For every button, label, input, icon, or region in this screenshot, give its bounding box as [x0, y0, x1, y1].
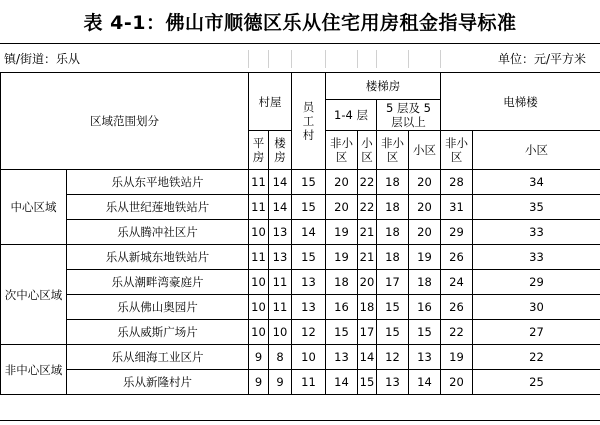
- sheet-gridline: [357, 50, 358, 68]
- area-name-cell: 乐从细海工业区片: [67, 345, 249, 370]
- value-cell: 10: [292, 345, 326, 370]
- value-cell: 15: [292, 245, 326, 270]
- value-cell: 18: [377, 195, 409, 220]
- value-cell: 13: [377, 370, 409, 395]
- value-cell: 15: [377, 320, 409, 345]
- area-name-cell: 乐从新隆村片: [67, 370, 249, 395]
- title-divider: [0, 43, 600, 44]
- value-cell: 13: [326, 345, 358, 370]
- value-cell: 15: [377, 295, 409, 320]
- value-cell: 19: [441, 345, 473, 370]
- value-cell: 12: [292, 320, 326, 345]
- value-cell: 11: [292, 370, 326, 395]
- value-cell: 28: [441, 170, 473, 195]
- sheet-gridline: [376, 50, 377, 68]
- value-cell: 14: [358, 345, 377, 370]
- value-cell: 11: [249, 195, 269, 220]
- value-cell: 9: [249, 370, 269, 395]
- value-cell: 19: [326, 220, 358, 245]
- value-cell: 10: [249, 270, 269, 295]
- value-cell: 20: [409, 195, 441, 220]
- value-cell: 27: [473, 320, 600, 345]
- value-cell: 14: [409, 370, 441, 395]
- value-cell: 11: [249, 245, 269, 270]
- value-cell: 22: [441, 320, 473, 345]
- value-cell: 15: [409, 320, 441, 345]
- value-cell: 21: [358, 220, 377, 245]
- value-cell: 10: [249, 220, 269, 245]
- value-cell: 20: [358, 270, 377, 295]
- value-cell: 9: [249, 345, 269, 370]
- value-cell: 19: [409, 245, 441, 270]
- value-cell: 14: [269, 195, 292, 220]
- value-cell: 22: [358, 170, 377, 195]
- table-row: [1, 170, 600, 195]
- town-label: 镇/街道：乐从: [4, 52, 81, 66]
- value-cell: 15: [292, 195, 326, 220]
- value-cell: 17: [377, 270, 409, 295]
- value-cell: 18: [377, 220, 409, 245]
- value-cell: 10: [269, 320, 292, 345]
- meta-row: [0, 48, 600, 70]
- header-stair-1-4-non-community: 非小区: [326, 131, 358, 170]
- value-cell: 12: [377, 345, 409, 370]
- value-cell: 25: [473, 370, 600, 395]
- sheet-gridline: [408, 50, 409, 68]
- header-storey-house: 楼房: [269, 131, 292, 170]
- value-cell: 10: [249, 320, 269, 345]
- value-cell: 30: [473, 295, 600, 320]
- value-cell: 20: [409, 220, 441, 245]
- value-cell: 33: [473, 245, 600, 270]
- table-row: [1, 245, 600, 270]
- unit-label: 单位：元/平方米: [497, 52, 586, 66]
- header-stair-5-above-non-community: 非小区: [377, 131, 409, 170]
- value-cell: 15: [358, 370, 377, 395]
- area-name-cell: 乐从佛山奥园片: [67, 295, 249, 320]
- sheet-gridline: [268, 50, 269, 68]
- header-village-house: 村屋: [249, 73, 292, 131]
- header-floors-5-above: 5 层及 5 层以上: [377, 100, 441, 131]
- rent-standard-table: [0, 72, 600, 395]
- value-cell: 35: [473, 195, 600, 220]
- area-name-cell: 乐从世纪莲地铁站片: [67, 195, 249, 220]
- table-row: [1, 320, 600, 345]
- value-cell: 33: [473, 220, 600, 245]
- header-elevator-community: 小区: [473, 131, 600, 170]
- value-cell: 20: [326, 170, 358, 195]
- value-cell: 13: [409, 345, 441, 370]
- value-cell: 26: [441, 245, 473, 270]
- area-name-cell: 乐从新城东地铁站片: [67, 245, 249, 270]
- region-group-cell: 非中心区域: [1, 345, 67, 395]
- value-cell: 20: [409, 170, 441, 195]
- area-name-cell: 乐从威斯广场片: [67, 320, 249, 345]
- header-stair-1-4-community: 小区: [358, 131, 377, 170]
- value-cell: 18: [326, 270, 358, 295]
- value-cell: 29: [473, 270, 600, 295]
- header-elevator-building: 电梯楼: [441, 73, 600, 131]
- area-name-cell: 乐从腾冲社区片: [67, 220, 249, 245]
- table-row: [1, 370, 600, 395]
- header-stair-building: 楼梯房: [326, 73, 441, 100]
- table-bottom-border: [0, 420, 600, 421]
- region-group-cell: 次中心区域: [1, 245, 67, 345]
- region-group-cell: 中心区域: [1, 170, 67, 245]
- value-cell: 13: [292, 270, 326, 295]
- value-cell: 9: [269, 370, 292, 395]
- table-row: [1, 345, 600, 370]
- value-cell: 13: [269, 245, 292, 270]
- area-name-cell: 乐从东平地铁站片: [67, 170, 249, 195]
- value-cell: 16: [326, 295, 358, 320]
- value-cell: 26: [441, 295, 473, 320]
- sheet-gridline: [325, 50, 326, 68]
- page-title: 表 4-1：佛山市顺德区乐从住宅用房租金指导标准: [83, 12, 517, 34]
- header-flat-house: 平房: [249, 131, 269, 170]
- value-cell: 20: [326, 195, 358, 220]
- header-elevator-non-community: 非小区: [441, 131, 473, 170]
- value-cell: 8: [269, 345, 292, 370]
- value-cell: 13: [269, 220, 292, 245]
- value-cell: 15: [292, 170, 326, 195]
- header-stair-5-above-community: 小区: [409, 131, 441, 170]
- header-region-division: 区域范围划分: [1, 73, 249, 170]
- table-row: [1, 195, 600, 220]
- value-cell: 18: [377, 170, 409, 195]
- value-cell: 18: [358, 295, 377, 320]
- value-cell: 14: [269, 170, 292, 195]
- header-floors-1-4: 1-4 层: [326, 100, 377, 131]
- value-cell: 14: [326, 370, 358, 395]
- value-cell: 11: [269, 295, 292, 320]
- value-cell: 16: [409, 295, 441, 320]
- sheet-gridline: [440, 50, 441, 68]
- table-row: [1, 270, 600, 295]
- value-cell: 11: [249, 170, 269, 195]
- table-row: [1, 220, 600, 245]
- sheet-gridline: [291, 50, 292, 68]
- value-cell: 22: [358, 195, 377, 220]
- sheet-gridline: [248, 50, 249, 68]
- header-row-1: [1, 73, 600, 100]
- value-cell: 17: [358, 320, 377, 345]
- value-cell: 29: [441, 220, 473, 245]
- value-cell: 18: [409, 270, 441, 295]
- header-staff-village: 员工村: [292, 73, 326, 170]
- value-cell: 20: [441, 370, 473, 395]
- value-cell: 10: [249, 295, 269, 320]
- value-cell: 15: [326, 320, 358, 345]
- table-row: [1, 295, 600, 320]
- value-cell: 24: [441, 270, 473, 295]
- value-cell: 22: [473, 345, 600, 370]
- value-cell: 14: [292, 220, 326, 245]
- value-cell: 31: [441, 195, 473, 220]
- value-cell: 18: [377, 245, 409, 270]
- value-cell: 21: [358, 245, 377, 270]
- value-cell: 11: [269, 270, 292, 295]
- value-cell: 13: [292, 295, 326, 320]
- value-cell: 34: [473, 170, 600, 195]
- value-cell: 19: [326, 245, 358, 270]
- area-name-cell: 乐从潮畔湾豪庭片: [67, 270, 249, 295]
